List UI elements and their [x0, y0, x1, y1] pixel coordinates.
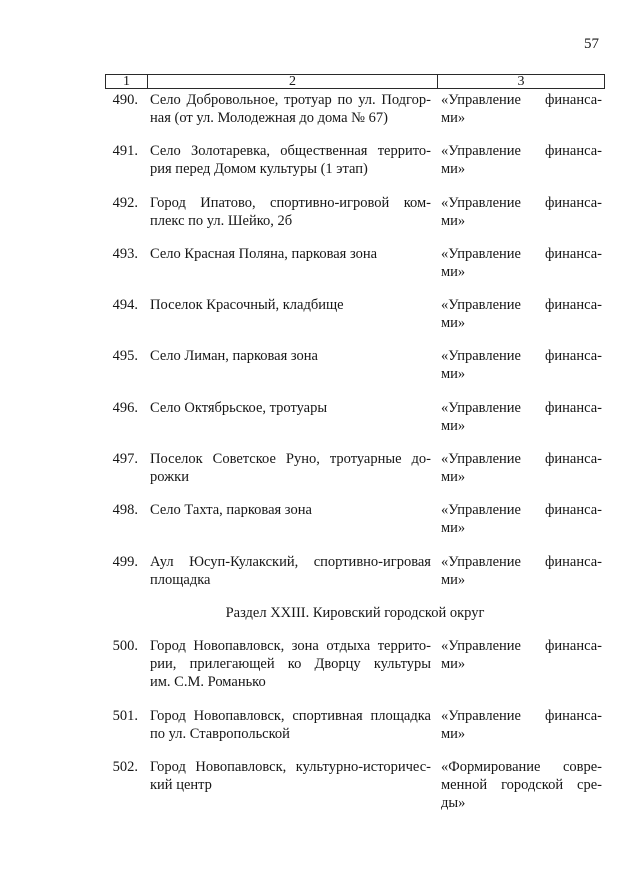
program-name-line: ми»: [441, 110, 466, 126]
word: «Управление: [441, 194, 521, 211]
table-row: [0, 194, 640, 230]
object-name: [150, 637, 431, 691]
word: финанса-: [545, 297, 602, 314]
word: площадка: [370, 707, 431, 724]
word: финанса-: [545, 399, 602, 416]
table-body: [0, 91, 640, 827]
object-name: [150, 347, 431, 365]
program-name-line: ми»: [441, 725, 466, 742]
word: культурно-историчес-: [295, 758, 431, 775]
table-row: [0, 296, 640, 332]
word: «Управление: [441, 297, 521, 314]
program-name-line: [441, 501, 602, 519]
word: менной: [441, 776, 488, 793]
object-name: [150, 501, 431, 519]
object-name: [150, 450, 431, 486]
program-name: [441, 707, 602, 743]
program-name: [441, 758, 602, 812]
row-number: 490.: [112, 92, 138, 108]
program-name-line: [441, 245, 602, 263]
row-number: 499.: [112, 553, 138, 570]
program-name-line: ми»: [441, 366, 466, 383]
program-name-line: [441, 637, 602, 655]
object-name-line: [150, 637, 431, 655]
object-name-line: Поселок Красочный, кладбище: [150, 297, 344, 314]
table-row: [0, 450, 640, 486]
word: сре-: [577, 776, 602, 793]
program-name-line: [441, 758, 602, 776]
word: финанса-: [545, 638, 602, 655]
program-name-line: ми»: [441, 161, 466, 178]
page-number: 57: [584, 36, 599, 52]
word: Село: [150, 143, 181, 160]
word: финанса-: [545, 451, 602, 468]
word: финанса-: [545, 143, 602, 160]
object-name-line: [150, 758, 431, 776]
program-name: [441, 450, 602, 486]
word: отдыха: [326, 638, 371, 655]
table-row: [0, 142, 640, 178]
object-name-line: площадка: [150, 571, 211, 588]
word: до-: [411, 451, 431, 468]
word: Город: [150, 707, 186, 724]
word: Новопавловск,: [193, 707, 285, 724]
word: «Управление: [441, 707, 521, 724]
program-name-line: ми»: [441, 315, 466, 332]
program-name-line: [441, 91, 602, 109]
word: «Управление: [441, 638, 521, 655]
header-col-number: 1: [106, 75, 148, 88]
row-number: 492.: [112, 194, 138, 211]
table-row: [0, 553, 640, 589]
word: «Управление: [441, 348, 521, 365]
word: городской: [501, 776, 564, 793]
word: финанса-: [545, 553, 602, 570]
program-name-line: [441, 553, 602, 571]
program-name-line: [441, 450, 602, 468]
row-number: 497.: [112, 451, 138, 468]
program-name-line: ми»: [441, 571, 466, 588]
word: Ипатово,: [200, 194, 256, 211]
word: «Управление: [441, 502, 521, 519]
object-name-line: по ул. Ставропольской: [150, 725, 290, 742]
word: культуры: [373, 656, 431, 673]
word: «Управление: [441, 553, 521, 570]
word: Город: [150, 638, 186, 655]
program-name-line: ми»: [441, 417, 466, 434]
object-name-line: рия перед Домом культуры (1 этап): [150, 161, 368, 178]
word: ул.: [358, 92, 376, 108]
program-name: [441, 501, 602, 537]
word: Город: [150, 758, 186, 775]
word: Советское: [212, 451, 276, 468]
object-name-line: Село Октябрьское, тротуары: [150, 399, 328, 416]
program-name-line: [441, 296, 602, 314]
word: совре-: [562, 758, 602, 775]
object-name: [150, 399, 431, 417]
word: Город: [150, 194, 186, 211]
object-name: [150, 245, 431, 263]
program-name-line: [441, 399, 602, 417]
row-number: 500.: [112, 638, 138, 655]
header-col-object: 2: [148, 75, 438, 88]
word: Новопавловск,: [195, 758, 287, 775]
object-name-line: [150, 142, 431, 160]
object-name-line: Село Тахта, парковая зона: [150, 502, 312, 519]
object-name: [150, 142, 431, 178]
row-number: 493.: [112, 245, 138, 262]
section-heading: Раздел XXIII. Кировский городской округ: [225, 604, 485, 621]
program-name-line: [441, 776, 602, 794]
program-name-line: [441, 707, 602, 725]
word: Золотаревка,: [191, 143, 271, 160]
object-name: [150, 296, 431, 314]
word: тротуарные: [329, 451, 402, 468]
word: финанса-: [545, 245, 602, 262]
row-number: 501.: [112, 707, 138, 724]
word: «Формирование: [441, 758, 541, 775]
object-name-line: [150, 707, 431, 725]
program-name-line: ми»: [441, 520, 466, 537]
table-row: [0, 399, 640, 435]
word: Юсуп-Кулакский,: [189, 553, 299, 570]
program-name: [441, 553, 602, 589]
word: прилегающей: [189, 656, 275, 673]
object-name-line: кий центр: [150, 776, 212, 793]
program-name: [441, 399, 602, 435]
word: по: [337, 92, 353, 108]
table-row: [0, 501, 640, 537]
row-number: 502.: [112, 758, 138, 775]
word: Поселок: [150, 451, 203, 468]
word: ко: [287, 656, 302, 673]
object-name: [150, 194, 431, 230]
object-name-line: [150, 91, 431, 109]
word: «Управление: [441, 143, 521, 160]
table-row: [0, 245, 640, 281]
program-name: [441, 296, 602, 332]
table-row: [0, 637, 640, 691]
program-name-line: [441, 347, 602, 365]
word: финанса-: [545, 92, 602, 108]
table-row: [0, 707, 640, 743]
word: Новопавловск,: [193, 638, 285, 655]
row-number: 498.: [112, 502, 138, 519]
word: финанса-: [545, 348, 602, 365]
object-name: [150, 91, 431, 127]
program-name-line: [441, 194, 602, 212]
program-name: [441, 347, 602, 383]
object-name-line: [150, 655, 431, 673]
word: «Управление: [441, 245, 521, 262]
word: финанса-: [545, 707, 602, 724]
object-name-line: Село Красная Поляна, парковая зона: [150, 245, 378, 262]
word: спортивно-игровая: [313, 553, 431, 570]
program-name: [441, 245, 602, 281]
object-name: [150, 553, 431, 589]
table-row: [0, 347, 640, 383]
word: Аул: [150, 553, 174, 570]
program-name-line: ми»: [441, 212, 466, 229]
object-name-line: рожки: [150, 469, 189, 486]
word: «Управление: [441, 399, 521, 416]
program-name-line: ми»: [441, 656, 466, 673]
program-name-line: ми»: [441, 263, 466, 280]
table-row: [0, 91, 640, 127]
word: террито-: [377, 143, 431, 160]
word: спортивно-игровой: [270, 194, 390, 211]
program-name-line: [441, 142, 602, 160]
table-row: [0, 758, 640, 812]
word: рии,: [150, 656, 177, 673]
word: Село: [150, 92, 181, 108]
object-name-line: плекс по ул. Шейко, 2б: [150, 212, 293, 229]
object-name: [150, 707, 431, 743]
word: Добровольное,: [186, 92, 279, 108]
word: террито-: [377, 638, 431, 655]
object-name-line: [150, 450, 431, 468]
program-name-line: ды»: [441, 794, 466, 811]
word: финанса-: [545, 502, 602, 519]
word: Дворцу: [314, 656, 361, 673]
word: финанса-: [545, 194, 602, 211]
word: ком-: [403, 194, 431, 211]
object-name-line: ная (от ул. Молодежная до дома № 67): [150, 110, 388, 126]
program-name: [441, 637, 602, 673]
object-name-line: [150, 194, 431, 212]
word: «Управление: [441, 92, 521, 108]
word: зона: [291, 638, 319, 655]
row-number: 496.: [112, 399, 138, 416]
word: тротуар: [284, 92, 332, 108]
program-name: [441, 91, 602, 127]
word: общественная: [280, 143, 368, 160]
row-number: 494.: [112, 297, 138, 314]
word: спортивная: [292, 707, 363, 724]
object-name: [150, 758, 431, 794]
row-number: 495.: [112, 348, 138, 365]
program-name: [441, 194, 602, 230]
word: Подгор-: [381, 92, 431, 108]
program-name: [441, 142, 602, 178]
object-name-line: им. С.М. Романько: [150, 674, 266, 691]
object-name-line: [150, 553, 431, 571]
header-col-program: 3: [517, 74, 525, 89]
word: Руно,: [285, 451, 320, 468]
object-name-line: Село Лиман, парковая зона: [150, 348, 318, 365]
row-number: 491.: [112, 143, 138, 160]
table-header: [105, 74, 605, 89]
program-name-line: ми»: [441, 469, 466, 486]
word: «Управление: [441, 451, 521, 468]
